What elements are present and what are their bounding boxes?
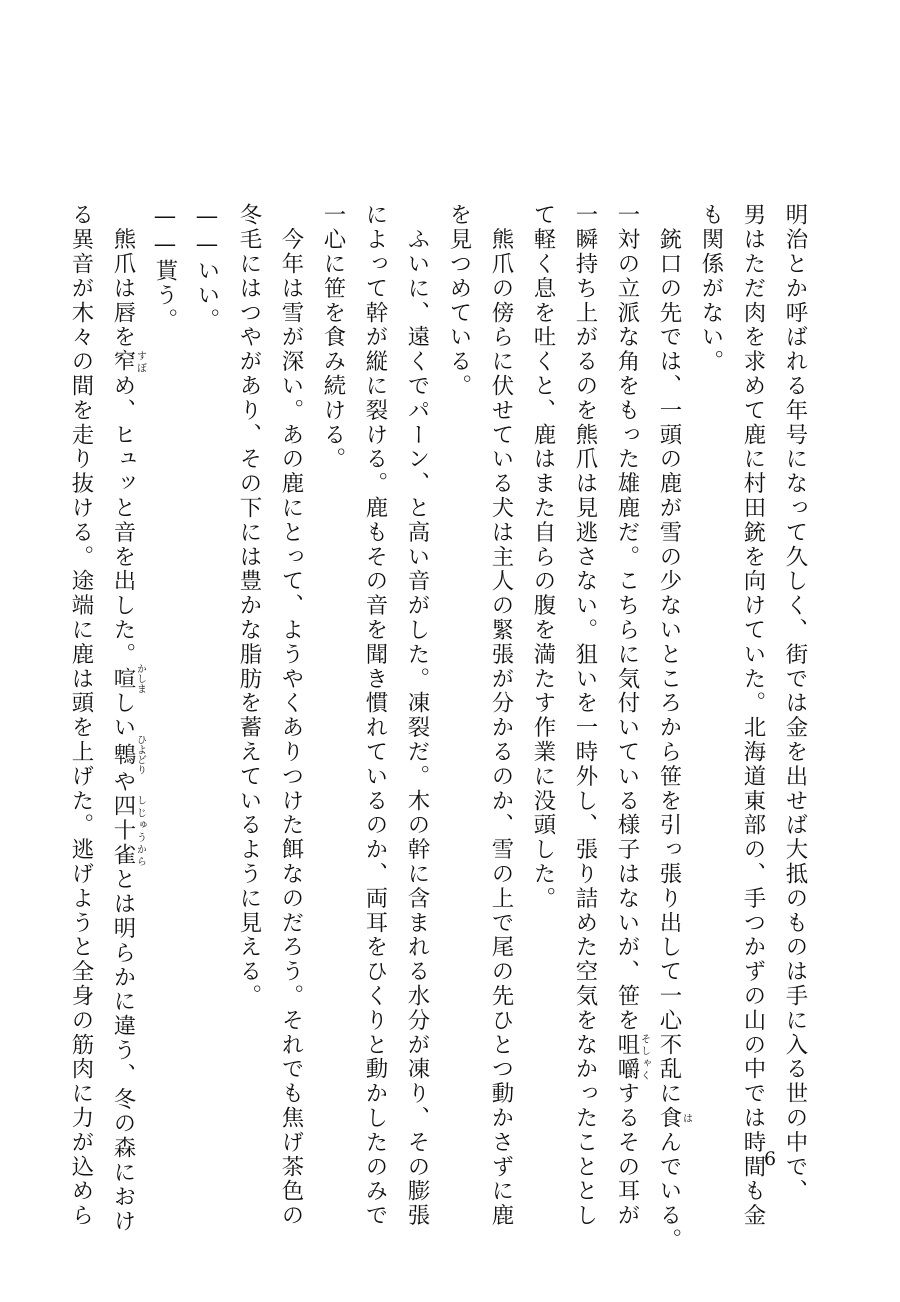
text-line-12: 一心に笹を食み続ける。 xyxy=(320,203,346,472)
text-line-18: る異音が木々の間を走り抜ける。途端に鹿は頭を上げた。逃げようと全身の筋肉に力が込めら xyxy=(68,203,94,1228)
text-line-3: も関係がない。 xyxy=(698,203,724,374)
text-line-5: 一対の立派な角をもった雄鹿だ。こちらに気付いている様子はないが、笹を咀嚼そしゃくするその耳が xyxy=(614,203,650,1228)
text-line-2: 男はただ肉を求めて鹿に村田銃を向けていた。北海道東部の、手つかずの山の中では時間も金 xyxy=(740,203,766,1228)
text-line-17: 熊爪は唇を窄すぼめ、ヒュッと音を出した。喧かしましい鵯ひよどりや四十雀しじゅうからとは明らかに違う、冬の森におけ xyxy=(110,203,146,1234)
text-line-7: て軽く息を吐くと、鹿はまた自らの腹を満たす作業に没頭した。 xyxy=(530,203,556,911)
text-line-8: 熊爪の傍らに伏せている犬は主人の緊張が分かるのか、雪の上で尾の先ひとつ動かさずに鹿 xyxy=(488,203,514,1228)
text-line-6: 一瞬持ち上がるのを熊爪は見逃さない。狙いを一時外し、張り詰めた空気をなかったこととし xyxy=(572,203,598,1228)
text-line-16: ——貰う。 xyxy=(152,203,178,333)
text-line-4: 銃口の先では、一頭の鹿が雪の少ないところから笹を引っ張り出して一心不乱に食はんでいる。 xyxy=(656,203,692,1253)
text-line-9: を見つめている。 xyxy=(446,203,472,399)
text-line-11: によって幹が縦に裂ける。鹿もその音を聞き慣れているのか、両耳をひくりと動かしたのみで xyxy=(362,203,388,1228)
text-line-14: 冬毛にはつやがあり、その下には豊かな脂肪を蓄えているように見える。 xyxy=(236,203,262,1009)
text-line-1: 明治とか呼ばれる年号になって久しく、街では金を出せば大抵のものは手に入る世の中で、 xyxy=(782,203,808,1204)
page-number: 6 xyxy=(763,1148,777,1170)
text-line-10: ふいに、遠くでパーン、と高い音がした。凍裂だ。木の幹に含まれる水分が凍り、その膨張 xyxy=(404,203,430,1228)
text-line-15: ——いい。 xyxy=(194,203,220,333)
text-line-13: 今年は雪が深い。あの鹿にとって、ようやくありつけた餌なのだろう。それでも焦げ茶色の xyxy=(278,203,304,1228)
